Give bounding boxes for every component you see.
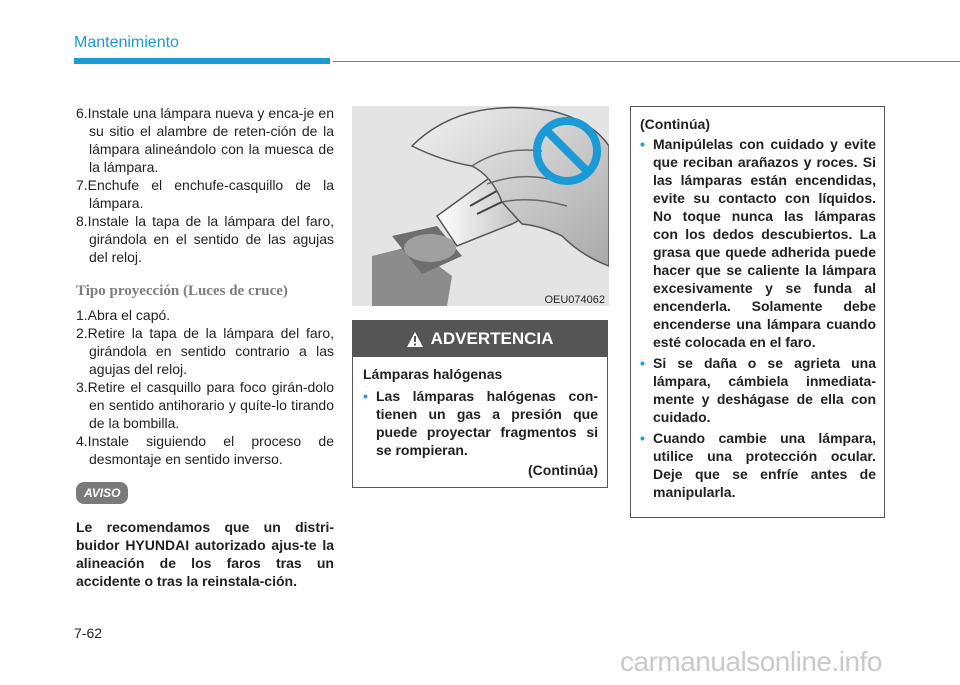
warning-subtitle: Lámparas halógenas (363, 366, 503, 382)
step-8: 8.Instale la tapa de la lámpara del faro, girándola en el sentido de las agujas del reloj. (76, 213, 334, 265)
right-bullet-text: Cuando cambie una lámpara, utilice una protección ocular. Deje que se enfríe antes de manipularla. (653, 430, 876, 500)
bulb-illustration (352, 106, 609, 306)
aviso-text: Le recomendamos que un distri-buidor HYUNDAI autorizado ajus-te la alineación de los faros tras un accidente o tras la reinstala-ción. (76, 519, 334, 589)
bullet-dot-icon: • (363, 388, 368, 404)
right-bullet-text: Manipúlelas con cuidado y evite que reciban arañazos y roces. Si las lámparas están encendidas, evite su contacto con líquidos. No toque nunca las lámparas con los dedos descubiertos. La grasa que quede adherida puede hacer que se caliente la lámpara excesivamente y se funda al encenderla. Solamente debe encenderse una lámpara cuando esté colocada en el faro. (653, 136, 876, 350)
figure-code: OEU074062 (544, 294, 605, 306)
warning-bullet-text: Las lámparas halógenas con-tienen un gas a presión que puede proyectar fragmentos si se rompieran. (376, 388, 598, 458)
page-number: 7-62 (74, 625, 103, 641)
header-rule-thick (74, 58, 330, 64)
warning-triangle-icon (407, 332, 423, 347)
right-bullet-2 (640, 354, 876, 426)
warning-body (353, 357, 607, 479)
header-rule-thin (333, 61, 960, 62)
step-7: 7.Enchufe el enchufe-casquillo de la lámpara. (76, 177, 334, 211)
step-6: 6.Instale una lámpara nueva y enca-je en su sitio el alambre de reten-ción de la lámpara alineándolo con la muesca de la lámpara. (76, 105, 334, 175)
aviso-badge: AVISO (76, 482, 128, 504)
bullet-dot-icon: • (640, 430, 645, 446)
step-1: 1.Abra el capó. (76, 307, 171, 323)
warning-continues: (Continúa) (528, 462, 598, 478)
bullet-dot-icon: • (640, 136, 645, 152)
section-heading: Tipo proyección (Luces de cruce) (76, 283, 288, 299)
warning-title: ADVERTENCIA (430, 329, 554, 348)
warning-header (353, 321, 607, 357)
right-bullet-text: Si se daña o se agrieta una lámpara, cámbiela inmediata-mente y deshágase de ella con cuidado. (653, 355, 876, 425)
figure-caption (352, 294, 609, 306)
left-column (76, 104, 334, 590)
section-title: Mantenimiento (74, 34, 179, 51)
bullet-dot-icon: • (640, 355, 645, 371)
step-2: 2.Retire la tapa de la lámpara del faro, girándola en sentido contrario a las agujas del reloj. (76, 325, 334, 377)
prohibition-icon (532, 116, 602, 186)
warning-box (352, 320, 608, 488)
step-3: 3.Retire el casquillo para foco girán-dolo en sentido antihorario y quíte-lo tirando de la bombilla. (76, 379, 334, 431)
watermark: carmanualsonline.info (620, 646, 882, 677)
right-bullet-3 (640, 429, 876, 501)
continued-heading: (Continúa) (640, 116, 710, 132)
step-4: 4.Instale siguiendo el proceso de desmontaje en sentido inverso. (76, 433, 334, 467)
continued-warning-box (630, 106, 885, 518)
warning-bullet (363, 387, 598, 459)
right-bullet-1 (640, 135, 876, 351)
